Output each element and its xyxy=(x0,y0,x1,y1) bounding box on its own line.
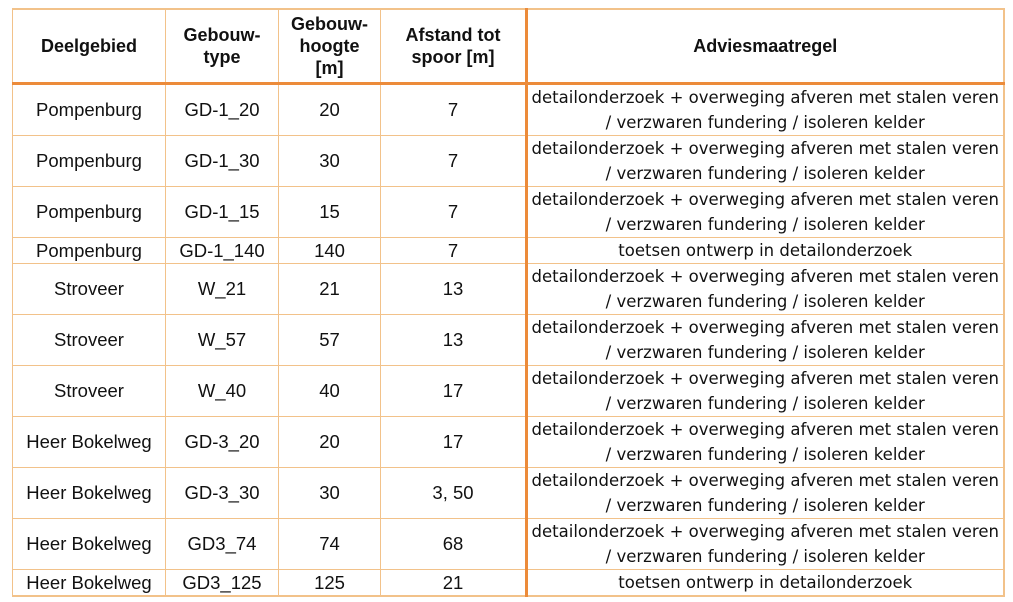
cell-gebouwtype: W_57 xyxy=(166,315,279,366)
cell-deelgebied: Heer Bokelweg xyxy=(13,519,166,570)
header-afstand-tot-spoor: Afstand tot spoor [m] xyxy=(381,9,527,84)
table-row xyxy=(13,570,1004,597)
cell-afstand: 68 xyxy=(381,519,527,570)
cell-gebouwtype: GD-1_140 xyxy=(166,238,279,264)
cell-hoogte: 30 xyxy=(279,136,381,187)
advice-table-wrapper xyxy=(12,8,1005,597)
cell-deelgebied: Stroveer xyxy=(13,264,166,315)
header-gebouwhoogte: Gebouw- hoogte [m] xyxy=(279,9,381,84)
cell-advies: detailonderzoek + overweging afveren met stalen veren / verzwaren fundering / isoleren kelder xyxy=(527,468,1004,519)
cell-hoogte: 20 xyxy=(279,84,381,136)
cell-afstand: 3, 50 xyxy=(381,468,527,519)
table-row xyxy=(13,136,1004,187)
cell-hoogte: 30 xyxy=(279,468,381,519)
cell-afstand: 21 xyxy=(381,570,527,597)
cell-deelgebied: Stroveer xyxy=(13,366,166,417)
cell-afstand: 7 xyxy=(381,238,527,264)
cell-afstand: 17 xyxy=(381,417,527,468)
cell-advies: detailonderzoek + overweging afveren met stalen veren / verzwaren fundering / isoleren kelder xyxy=(527,264,1004,315)
cell-afstand: 7 xyxy=(381,84,527,136)
table-row xyxy=(13,238,1004,264)
cell-afstand: 7 xyxy=(381,136,527,187)
cell-gebouwtype: GD-1_30 xyxy=(166,136,279,187)
cell-afstand: 7 xyxy=(381,187,527,238)
cell-hoogte: 74 xyxy=(279,519,381,570)
cell-deelgebied: Pompenburg xyxy=(13,238,166,264)
cell-advies: detailonderzoek + overweging afveren met stalen veren / verzwaren fundering / isoleren kelder xyxy=(527,136,1004,187)
cell-gebouwtype: W_21 xyxy=(166,264,279,315)
cell-advies: detailonderzoek + overweging afveren met stalen veren / verzwaren fundering / isoleren kelder xyxy=(527,417,1004,468)
table-row xyxy=(13,187,1004,238)
header-deelgebied: Deelgebied xyxy=(13,9,166,84)
table-row xyxy=(13,468,1004,519)
cell-gebouwtype: GD-1_20 xyxy=(166,84,279,136)
cell-afstand: 17 xyxy=(381,366,527,417)
cell-advies: detailonderzoek + overweging afveren met stalen veren / verzwaren fundering / isoleren kelder xyxy=(527,366,1004,417)
advice-table xyxy=(12,8,1005,597)
cell-hoogte: 57 xyxy=(279,315,381,366)
cell-afstand: 13 xyxy=(381,315,527,366)
cell-advies: detailonderzoek + overweging afveren met stalen veren / verzwaren fundering / isoleren kelder xyxy=(527,187,1004,238)
cell-afstand: 13 xyxy=(381,264,527,315)
cell-gebouwtype: GD3_125 xyxy=(166,570,279,597)
cell-hoogte: 40 xyxy=(279,366,381,417)
cell-deelgebied: Heer Bokelweg xyxy=(13,468,166,519)
cell-deelgebied: Pompenburg xyxy=(13,136,166,187)
header-adviesmaatregel: Adviesmaatregel xyxy=(527,9,1004,84)
cell-hoogte: 20 xyxy=(279,417,381,468)
cell-hoogte: 15 xyxy=(279,187,381,238)
header-gebouwtype: Gebouw- type xyxy=(166,9,279,84)
cell-gebouwtype: GD3_74 xyxy=(166,519,279,570)
table-row xyxy=(13,417,1004,468)
cell-gebouwtype: W_40 xyxy=(166,366,279,417)
cell-advies: toetsen ontwerp in detailonderzoek xyxy=(527,570,1004,597)
table-row xyxy=(13,84,1004,136)
cell-hoogte: 21 xyxy=(279,264,381,315)
table-row xyxy=(13,366,1004,417)
cell-deelgebied: Pompenburg xyxy=(13,187,166,238)
cell-gebouwtype: GD-1_15 xyxy=(166,187,279,238)
cell-hoogte: 125 xyxy=(279,570,381,597)
cell-advies: detailonderzoek + overweging afveren met stalen veren / verzwaren fundering / isoleren kelder xyxy=(527,519,1004,570)
cell-advies: detailonderzoek + overweging afveren met stalen veren / verzwaren fundering / isoleren kelder xyxy=(527,315,1004,366)
table-header-row xyxy=(13,9,1004,84)
cell-deelgebied: Pompenburg xyxy=(13,84,166,136)
cell-advies: toetsen ontwerp in detailonderzoek xyxy=(527,238,1004,264)
cell-deelgebied: Stroveer xyxy=(13,315,166,366)
cell-deelgebied: Heer Bokelweg xyxy=(13,417,166,468)
cell-advies: detailonderzoek + overweging afveren met stalen veren / verzwaren fundering / isoleren kelder xyxy=(527,84,1004,136)
table-row xyxy=(13,315,1004,366)
table-row xyxy=(13,264,1004,315)
table-row xyxy=(13,519,1004,570)
cell-gebouwtype: GD-3_20 xyxy=(166,417,279,468)
cell-hoogte: 140 xyxy=(279,238,381,264)
cell-gebouwtype: GD-3_30 xyxy=(166,468,279,519)
cell-deelgebied: Heer Bokelweg xyxy=(13,570,166,597)
